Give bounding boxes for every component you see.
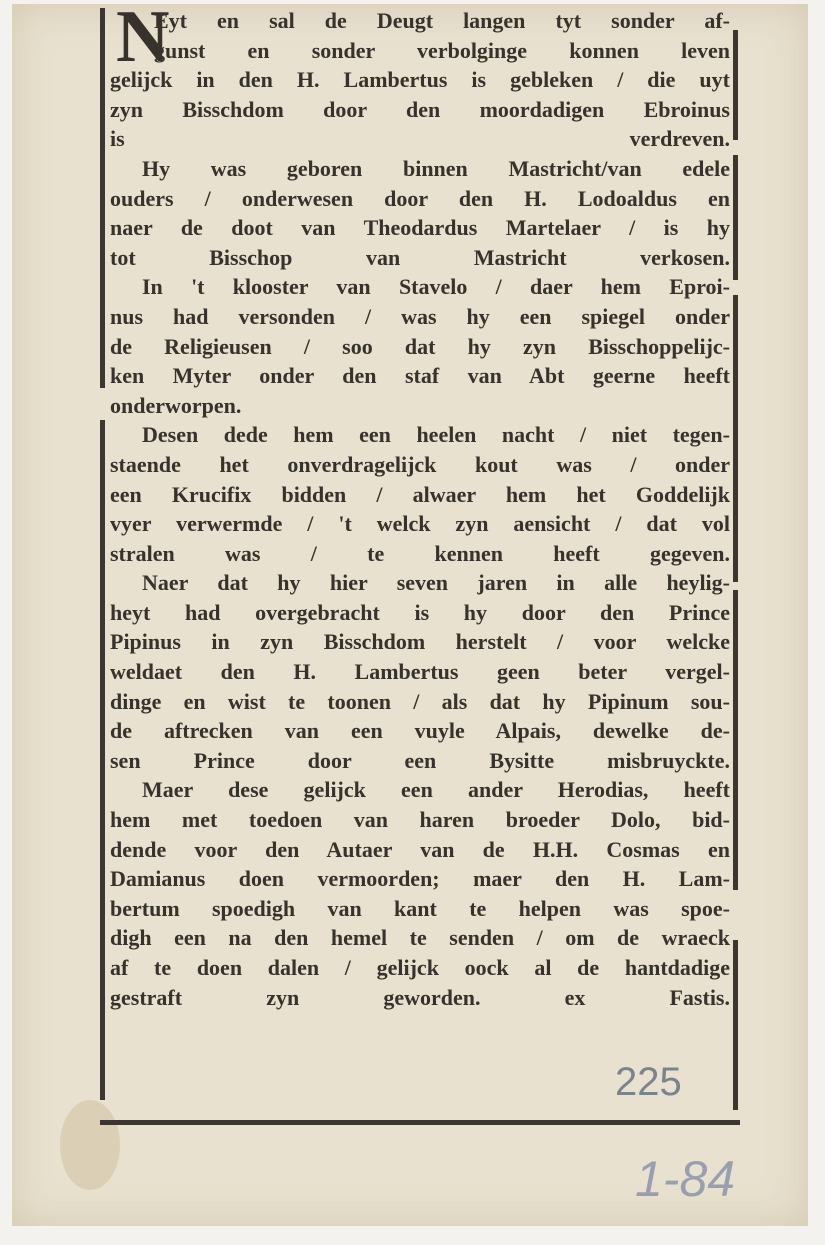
text-line: een Krucifix bidden / alwaer hem het Goddelijk [110, 481, 730, 507]
text-line: Desen dede hem een heelen nacht / niet tegen- [142, 422, 730, 448]
text-line: onderworpen. [110, 392, 242, 418]
text-line: de Religieusen / soo dat hy zyn Bisschoppelijc- [110, 333, 730, 359]
text-line: Hy was geboren binnen Mastricht/van edele [142, 155, 730, 181]
left-border-rule [100, 420, 105, 1100]
text-line: staende het onverdragelijck kout was / onder [110, 451, 730, 477]
right-border-rule [733, 295, 738, 435]
text-line: de aftrecken van een vuyle Alpais, dewelke de- [110, 718, 730, 744]
text-line: af te doen dalen / gelijck oock al de hantdadige [110, 955, 730, 980]
left-border-rule [100, 8, 105, 388]
text-line: Maer dese gelijck een ander Herodias, heeft [142, 777, 730, 803]
text-line: zyn Bisschdom door den moordadigen Ebroinus [110, 96, 730, 122]
text-line: digh een na den hemel te senden / om de wraeck [110, 925, 730, 951]
text-line: is verdreven. [110, 126, 730, 152]
text-line: dinge en wist te toonen / als dat hy Pipinum sou- [110, 688, 730, 714]
text-line: stralen was / te kennen heeft gegeven. [110, 540, 730, 566]
text-line: gunst en sonder verbolginge konnen leven [154, 37, 730, 63]
right-border-rule [733, 590, 738, 890]
article-text [110, 6, 730, 1012]
right-border-rule [733, 432, 738, 582]
paragraph [110, 6, 730, 154]
text-line: Eyt en sal de Deugt langen tyt sonder af- [154, 8, 730, 33]
paragraph [110, 272, 730, 420]
paragraph [110, 420, 730, 568]
right-border-rule [733, 30, 738, 140]
text-line: dende voor den Autaer van de H.H. Cosmas en [110, 836, 730, 862]
text-line: gelijck in den H. Lambertus is gebleken / die uyt [110, 67, 730, 93]
text-line: Damianus doen vermoorden; maer den H. Lam- [110, 866, 730, 892]
text-line: Pipinus in zyn Bisschdom herstelt / voor welcke [110, 629, 730, 655]
drop-cap: N [116, 0, 170, 78]
right-border-rule [733, 155, 738, 280]
text-line: bertum spoedigh van kant te helpen was spoe- [110, 895, 730, 921]
text-line: Naer dat hy hier seven jaren in alle heylig- [142, 570, 730, 596]
text-line: In 't klooster van Stavelo / daer hem Eproi- [142, 274, 730, 300]
text-line: vyer verwermde / 't welck zyn aensicht / dat vol [110, 511, 730, 537]
text-line: weldaet den H. Lambertus geen beter vergel- [110, 659, 730, 685]
bottom-border-rule [100, 1120, 740, 1125]
paragraph [110, 775, 730, 1012]
paragraph [110, 154, 730, 272]
text-line: sen Prince door een Bysitte misbruyckte. [110, 747, 730, 773]
text-line: gestraft zyn geworden. ex Fastis. [110, 984, 730, 1010]
text-line: heyt had overgebracht is hy door den Prince [110, 599, 730, 625]
text-line: hem met toedoen van haren broeder Dolo, bid- [110, 807, 730, 833]
pencil-note: 1-84 [635, 1151, 736, 1207]
text-line: tot Bisschop van Mastricht verkosen. [110, 244, 730, 270]
paragraph [110, 568, 730, 775]
text-line: nus had versonden / was hy een spiegel onder [110, 303, 730, 329]
stain [60, 1100, 120, 1190]
right-border-rule [733, 940, 738, 1110]
handwritten-number: 225 [615, 1060, 682, 1104]
text-line: ken Myter onder den staf van Abt geerne heeft [110, 363, 730, 389]
text-line: ouders / onderwesen door den H. Lodoaldus en [110, 185, 730, 211]
text-line: naer de doot van Theodardus Martelaer / is hy [110, 215, 730, 241]
